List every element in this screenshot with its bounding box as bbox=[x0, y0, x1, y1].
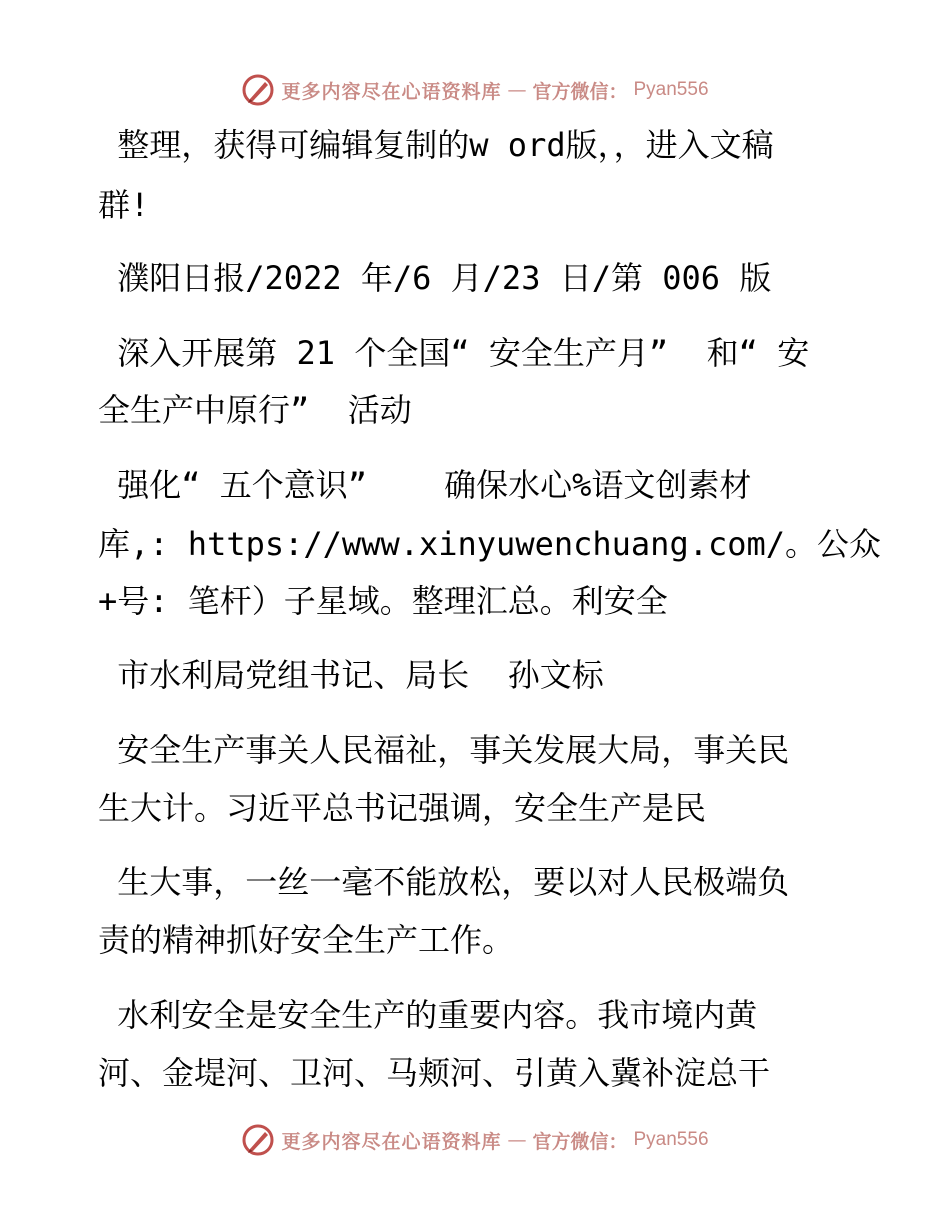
text-line: 安全生产事关人民福祉，事关发展大局，事关民 bbox=[98, 731, 790, 769]
text-line: 强化“ 五个意识” 确保水心%语文创素材 bbox=[98, 466, 752, 504]
watermark-brand-text: 更多内容尽在心语资料库 bbox=[281, 1130, 502, 1153]
text-line: 责的精神抓好安全生产工作。 bbox=[98, 921, 515, 959]
footer-watermark bbox=[0, 1120, 950, 1160]
text-line: 濮阳日报/2022 年/6 月/23 日/第 006 版 bbox=[98, 259, 772, 297]
watermark-separator: — bbox=[507, 79, 527, 101]
text-line: 整理，获得可编辑复制的w ord版，，进入文稿 bbox=[98, 126, 774, 164]
text-line: 群! bbox=[98, 186, 150, 224]
text-line: 生大计。习近平总书记强调，安全生产是民 bbox=[98, 789, 707, 827]
watermark-account-id: Pyan556 bbox=[633, 79, 709, 100]
text-line: 河、金堤河、卫河、马颊河、引黄入冀补淀总干 bbox=[98, 1054, 771, 1092]
text-line: 全生产中原行” 活动 bbox=[98, 391, 412, 429]
text-line: 生大事，一丝一毫不能放松，要以对人民极端负 bbox=[98, 863, 790, 901]
watermark-separator: — bbox=[507, 1129, 527, 1151]
header-watermark bbox=[0, 70, 950, 110]
watermark-official-label: 官方微信： bbox=[532, 80, 628, 103]
text-line: 库,: https://www.xinyuwenchuang.com/。公众 bbox=[98, 525, 882, 563]
watermark-account-id: Pyan556 bbox=[633, 1129, 709, 1150]
text-line: 市水利局党组书记、局长 孙文标 bbox=[98, 656, 604, 694]
text-line: +号: 笔杆）子星域。整理汇总。利安全 bbox=[98, 582, 668, 620]
watermark-brand-text: 更多内容尽在心语资料库 bbox=[281, 80, 502, 103]
text-line: 深入开展第 21 个全国“ 安全生产月” 和“ 安 bbox=[98, 334, 810, 372]
watermark-official-label: 官方微信： bbox=[532, 1130, 628, 1153]
text-line: 水利安全是安全生产的重要内容。我市境内黄 bbox=[98, 996, 758, 1034]
quill-pen-logo-icon bbox=[241, 73, 275, 107]
quill-pen-logo-icon bbox=[241, 1123, 275, 1157]
